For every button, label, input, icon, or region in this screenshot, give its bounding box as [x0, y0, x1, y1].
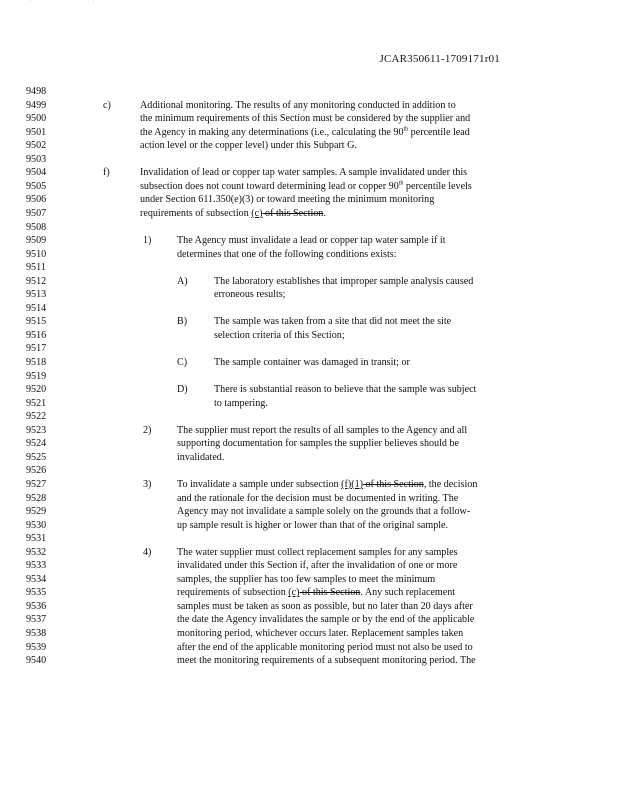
line-text: invalidated.	[177, 451, 225, 463]
line-text: requirements of subsection (c) of this Section.	[140, 207, 326, 219]
inserted-text: (c)	[251, 207, 263, 219]
line-number: 9518	[26, 357, 47, 368]
line-number: 9510	[26, 248, 47, 260]
line-9503	[0, 153, 618, 167]
line-9522	[0, 410, 618, 424]
line-9506	[0, 193, 618, 207]
line-number: 9511	[26, 262, 46, 274]
inserted-text: (c)	[288, 587, 300, 599]
line-text: To invalidate a sample under subsection (f)(1) of this Section, the decision	[177, 478, 478, 490]
subsection-label: 1)	[143, 235, 152, 247]
line-text: the minimum requirements of this Section must be considered by the supplier and	[140, 113, 471, 125]
subsection-label: A)	[177, 275, 188, 287]
line-number: 9504	[26, 167, 47, 179]
line-9508	[0, 221, 618, 235]
line-text: The supplier must report the results of all samples to the Agency and all	[177, 424, 468, 436]
line-9512	[0, 275, 618, 289]
line-text: The water supplier must collect replacement samples for any samples	[177, 546, 458, 558]
line-number: 9529	[26, 506, 47, 518]
line-9524	[0, 437, 618, 451]
line-9531	[0, 532, 618, 546]
subsection-label: 2)	[143, 424, 152, 436]
line-number: 9505	[26, 180, 47, 192]
line-text: samples, the supplier has too few samples to meet the minimum	[177, 573, 436, 585]
deleted-text: of this Section	[262, 207, 324, 219]
line-text: The laboratory establishes that improper sample analysis caused	[214, 275, 474, 287]
line-9514	[0, 302, 618, 316]
line-text: The Agency must invalidate a lead or copper tap water sample if it	[177, 235, 446, 247]
line-number: 9540	[26, 655, 47, 667]
subsection-label: 4)	[143, 546, 152, 558]
line-number: 9514	[26, 302, 47, 314]
line-9535	[0, 586, 618, 600]
subsection-label: D)	[177, 384, 188, 396]
line-9500	[0, 112, 618, 126]
line-number: 9516	[26, 329, 47, 341]
line-text: action level or the copper level) under this Subpart G.	[140, 140, 357, 152]
line-number: 9500	[26, 113, 47, 125]
line-9539	[0, 641, 618, 655]
line-9510	[0, 248, 618, 262]
line-number: 9531	[26, 533, 47, 545]
line-9540	[0, 654, 618, 668]
line-9504	[0, 166, 618, 180]
line-9528	[0, 492, 618, 506]
line-text: after the end of the applicable monitoring period must not also be used to	[177, 641, 473, 653]
line-number: 9526	[26, 465, 47, 477]
line-text: and the rationale for the decision must be documented in writing. The	[177, 492, 459, 504]
line-text: Invalidation of lead or copper tap water samples. A sample invalidated under this	[140, 167, 468, 179]
line-text: determines that one of the following conditions exists:	[177, 248, 397, 260]
line-number: 9524	[26, 438, 47, 450]
line-text: subsection does not count toward determining lead or copper 90th percentile levels	[140, 180, 472, 192]
line-number: 9534	[26, 573, 47, 585]
line-9525	[0, 451, 618, 465]
line-number: 9503	[26, 153, 47, 165]
line-number: 9499	[26, 99, 47, 111]
subsection-label: C)	[177, 357, 188, 368]
line-number: 9539	[26, 641, 47, 653]
line-text: the Agency in making any determinations (i.e., calculating the 90th percentile lead	[140, 126, 470, 138]
line-text: monitoring period, whichever occurs later. Replacement samples taken	[177, 628, 464, 639]
line-number: 9498	[26, 86, 47, 97]
line-number: 9536	[26, 600, 47, 612]
line-9520	[0, 383, 618, 397]
scan-specks: ' '	[30, 0, 124, 6]
line-9511	[0, 261, 618, 275]
line-9529	[0, 505, 618, 519]
line-text: meet the monitoring requirements of a subsequent monitoring period. The	[177, 655, 476, 667]
line-number: 9520	[26, 384, 47, 396]
inserted-text: (f)(1)	[341, 478, 363, 490]
line-text: selection criteria of this Section;	[214, 329, 345, 341]
line-number: 9507	[26, 207, 47, 219]
line-text: supporting documentation for samples the supplier believes should be	[177, 438, 460, 450]
line-number: 9515	[26, 316, 47, 328]
line-text: erroneous results;	[214, 289, 286, 301]
line-text: requirements of subsection (c) of this Section. Any such replacement	[177, 587, 456, 599]
line-number: 9535	[26, 587, 47, 599]
line-number: 9509	[26, 235, 47, 247]
line-9521	[0, 397, 618, 411]
line-9502	[0, 139, 618, 153]
line-9536	[0, 600, 618, 614]
line-9538	[0, 627, 618, 641]
line-text: samples must be taken as soon as possible, but no later than 20 days after	[177, 600, 473, 612]
line-9526	[0, 464, 618, 478]
line-9501	[0, 126, 618, 140]
line-text: Agency may not invalidate a sample solely on the grounds that a follow-	[177, 506, 471, 518]
line-number: 9523	[26, 424, 47, 436]
line-text: under Section 611.350(e)(3) or toward meeting the minimum monitoring	[140, 194, 435, 206]
line-9519	[0, 370, 618, 384]
line-9505	[0, 180, 618, 194]
line-text: There is substantial reason to believe that the sample was subject	[214, 384, 477, 396]
line-text: The sample container was damaged in transit; or	[214, 357, 410, 368]
line-9513	[0, 288, 618, 302]
document-id: JCAR350611-1709171r01	[379, 53, 500, 65]
line-9516	[0, 329, 618, 343]
line-9537	[0, 613, 618, 627]
line-number: 9533	[26, 560, 47, 572]
line-number: 9522	[26, 411, 47, 423]
line-text: to tampering.	[214, 397, 268, 409]
line-number: 9527	[26, 478, 47, 490]
line-number: 9501	[26, 126, 47, 138]
line-number: 9521	[26, 397, 47, 409]
line-number: 9528	[26, 492, 47, 504]
line-number: 9525	[26, 451, 47, 463]
line-number: 9519	[26, 370, 47, 382]
line-9530	[0, 519, 618, 533]
line-9527	[0, 478, 618, 492]
line-9507	[0, 207, 618, 221]
line-number: 9538	[26, 628, 47, 639]
line-9518	[0, 356, 618, 370]
line-9534	[0, 573, 618, 587]
line-number: 9502	[26, 140, 47, 152]
line-number: 9513	[26, 289, 47, 301]
line-number: 9530	[26, 519, 47, 531]
line-text: up sample result is higher or lower than that of the original sample.	[177, 519, 449, 531]
line-9523	[0, 424, 618, 438]
line-number: 9532	[26, 546, 47, 558]
subsection-label: 3)	[143, 478, 152, 490]
line-number: 9537	[26, 614, 47, 626]
line-9499	[0, 99, 618, 113]
line-text: Additional monitoring. The results of any monitoring conducted in addition to	[140, 99, 456, 111]
line-text: The sample was taken from a site that did not meet the site	[214, 316, 452, 328]
line-9533	[0, 559, 618, 573]
line-9517	[0, 342, 618, 356]
subsection-label: B)	[177, 316, 188, 328]
subsection-label: c)	[103, 99, 111, 111]
line-9498	[0, 85, 618, 99]
deleted-text: of this Section	[362, 478, 424, 490]
line-number: 9512	[26, 275, 47, 287]
line-9532	[0, 546, 618, 560]
subsection-label: f)	[103, 167, 110, 179]
deleted-text: of this Section	[299, 587, 361, 599]
line-9509	[0, 234, 618, 248]
line-number: 9508	[26, 221, 47, 233]
line-number: 9506	[26, 194, 47, 206]
line-text: invalidated under this Section if, after the invalidation of one or more	[177, 560, 458, 572]
line-number: 9517	[26, 343, 47, 355]
line-9515	[0, 315, 618, 329]
line-text: the date the Agency invalidates the sample or by the end of the applicable	[177, 614, 475, 626]
